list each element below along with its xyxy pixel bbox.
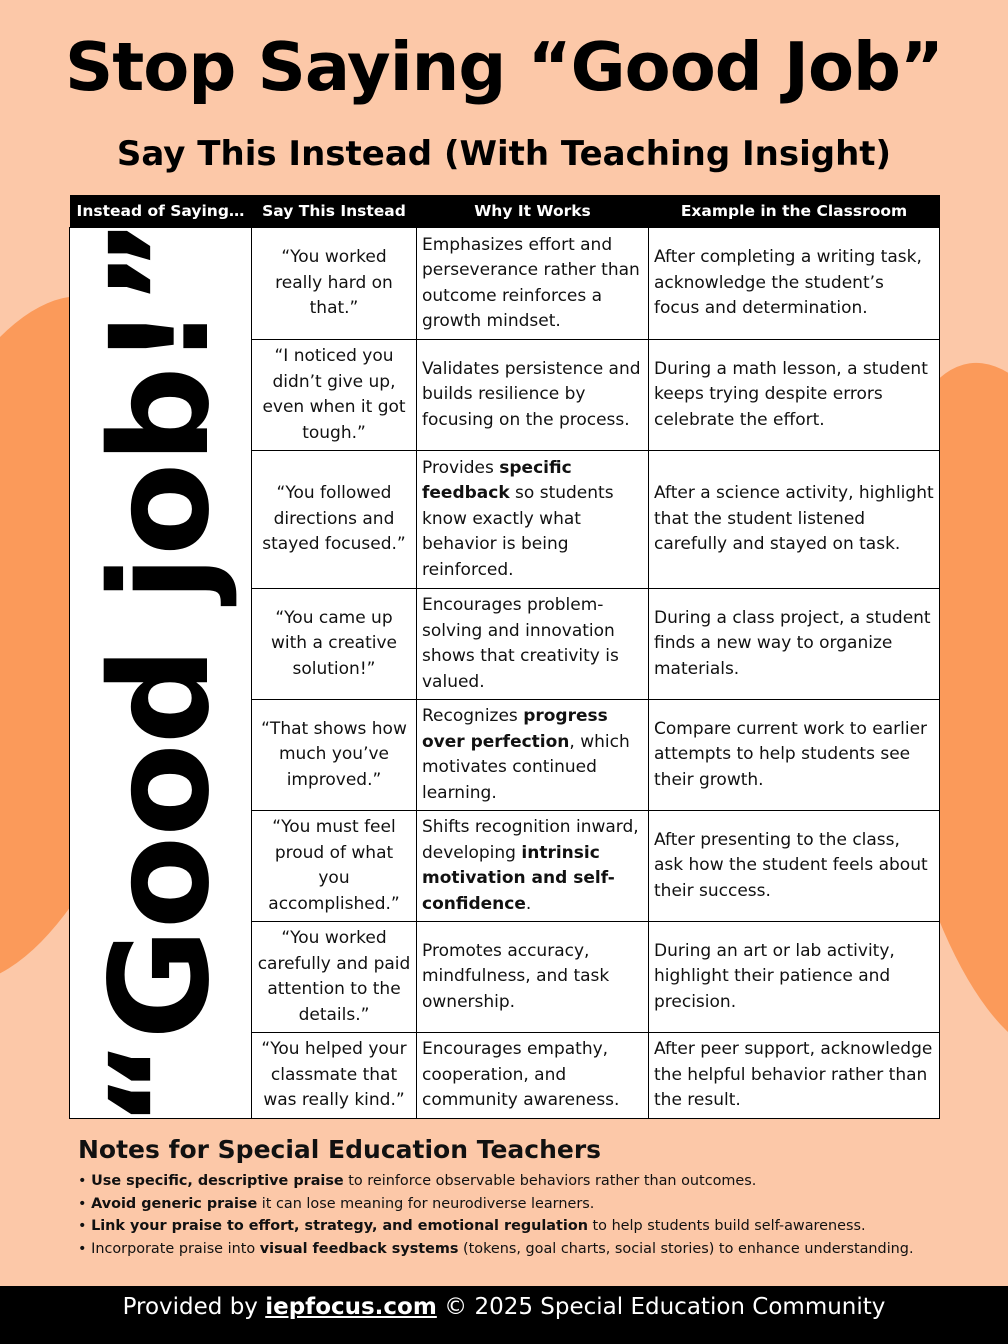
why-text-after: . <box>525 893 532 914</box>
why-text: Encourages problem-solving and innovation shows that creativity is valued. <box>422 595 619 692</box>
bullet-icon: • <box>78 1195 87 1212</box>
note-bold: Link your praise to effort, strategy, and emotional regulation <box>91 1218 588 1234</box>
note-bold: Avoid generic praise <box>91 1195 258 1212</box>
good-job-vertical-label: “Good job!” <box>81 217 240 1129</box>
say-cell: “You came up with a creative solution!” <box>252 589 417 700</box>
why-text: Validates persistence and builds resilience by focusing on the process. <box>422 358 641 430</box>
note-text: Incorporate praise into <box>91 1240 260 1257</box>
why-cell <box>417 700 649 811</box>
example-cell: During an art or lab activity, highlight their patience and precision. <box>649 922 940 1033</box>
why-bold: progress over perfection <box>422 706 608 752</box>
table-row <box>70 228 940 340</box>
praise-table-container <box>69 195 939 1129</box>
note-item <box>78 1193 914 1216</box>
header-why-it-works: Why It Works <box>417 195 649 228</box>
example-cell: During a math lesson, a student keeps trying despite errors celebrate the effort. <box>649 340 940 451</box>
say-cell: “You worked really hard on that.” <box>252 228 417 340</box>
why-text-after: , which motivates continued learning. <box>422 731 630 803</box>
why-text: Recognizes <box>422 706 524 726</box>
why-cell <box>417 589 649 700</box>
note-text-after: to help students build self-awareness. <box>587 1218 866 1234</box>
note-text-after: it can lose meaning for neurodiverse learners. <box>257 1195 595 1212</box>
footer-copyright: © 2025 Special Education Community <box>436 1294 886 1320</box>
note-item <box>78 1215 914 1238</box>
bullet-icon: • <box>78 1240 87 1257</box>
note-bold: Use specific, descriptive praise <box>91 1173 344 1189</box>
page-subtitle: Say This Instead (With Teaching Insight) <box>116 134 892 174</box>
note-text-after: (tokens, goal charts, social stories) to enhance understanding. <box>458 1240 914 1257</box>
example-cell: Compare current work to earlier attempts to help students see their growth. <box>649 700 940 811</box>
why-text-after: so students know exactly what behavior is being reinforced. <box>422 483 614 580</box>
note-item <box>78 1238 914 1261</box>
notes-section <box>78 1135 914 1260</box>
footer-bar <box>0 1286 1008 1344</box>
why-cell <box>417 451 649 589</box>
bullet-icon: • <box>78 1173 87 1189</box>
example-cell: After peer support, acknowledge the helpful behavior rather than the result. <box>649 1033 940 1119</box>
page-title: Stop Saying “Good Job” <box>65 28 943 106</box>
why-bold: specific feedback <box>422 457 572 504</box>
why-cell <box>417 1033 649 1119</box>
example-cell: After completing a writing task, acknowledge the student’s focus and determination. <box>649 228 940 340</box>
why-text: Shifts recognition inward, developing <box>422 817 639 863</box>
notes-title: Notes for Special Education Teachers <box>78 1135 602 1164</box>
say-cell: “You followed directions and stayed focused.” <box>252 451 417 589</box>
footer-text: Provided by <box>122 1294 266 1320</box>
why-text: Provides <box>422 457 500 478</box>
say-cell: “You must feel proud of what you accomplished.” <box>252 811 417 922</box>
footer-link[interactable]: iepfocus.com <box>265 1294 437 1320</box>
why-cell <box>417 340 649 451</box>
header-example-in-classroom: Example in the Classroom <box>649 195 940 228</box>
instead-of-saying-cell <box>70 217 252 1129</box>
why-cell <box>417 922 649 1033</box>
why-text: Promotes accuracy, mindfulness, and task ownership. <box>422 940 610 1012</box>
why-text: Emphasizes effort and perseverance rather than outcome reinforces a growth mindset. <box>422 234 640 331</box>
why-cell <box>417 228 649 340</box>
why-text: Encourages empathy, cooperation, and community awareness. <box>422 1039 620 1111</box>
note-text-after: to reinforce observable behaviors rather than outcomes. <box>343 1173 757 1189</box>
say-cell: “You worked carefully and paid attention to the details.” <box>252 922 417 1033</box>
praise-table <box>69 195 940 1129</box>
say-cell: “You helped your classmate that was really kind.” <box>252 1033 417 1119</box>
example-cell: After presenting to the class, ask how the student feels about their success. <box>649 811 940 922</box>
why-bold: intrinsic motivation and self-confidence <box>422 842 615 914</box>
say-cell: “That shows how much you’ve improved.” <box>252 700 417 811</box>
example-cell: During a class project, a student finds a new way to organize materials. <box>649 589 940 700</box>
why-cell <box>417 811 649 922</box>
header-instead-of-saying: Instead of Saying… <box>70 195 252 228</box>
note-item <box>78 1170 914 1193</box>
say-cell: “I noticed you didn’t give up, even when it got tough.” <box>252 340 417 451</box>
note-bold: visual feedback systems <box>259 1240 459 1257</box>
bullet-icon: • <box>78 1218 87 1234</box>
header-say-this-instead: Say This Instead <box>252 195 417 228</box>
example-cell: After a science activity, highlight that the student listened carefully and stayed on task. <box>649 451 940 589</box>
